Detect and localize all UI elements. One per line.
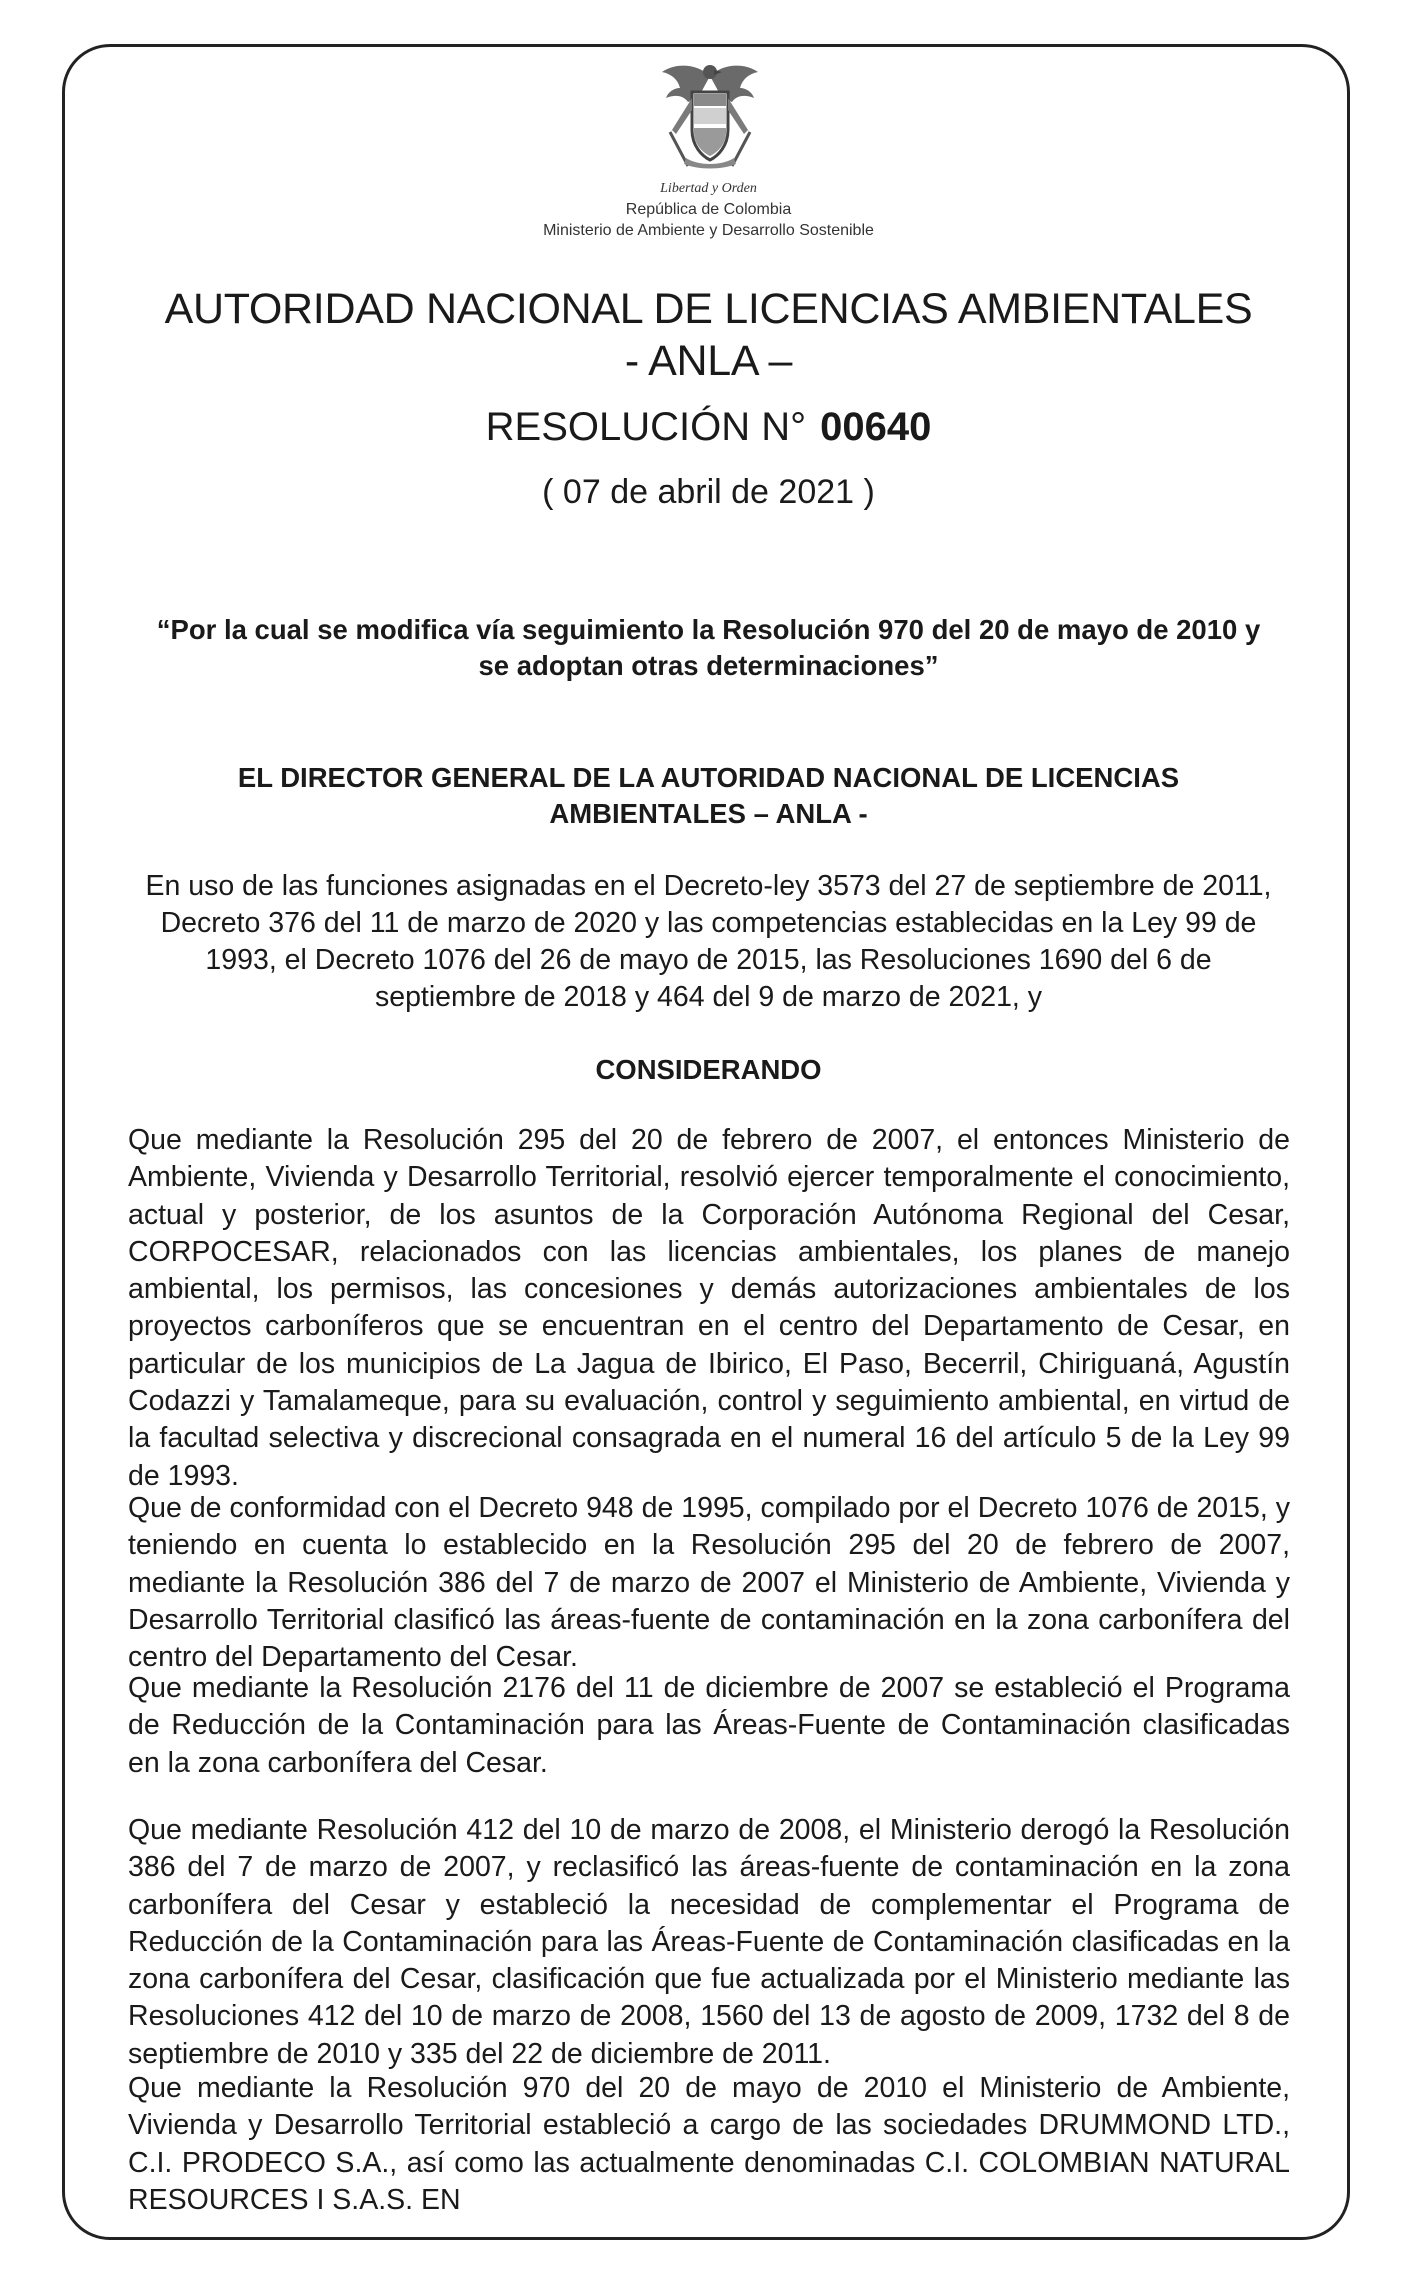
- authority-acronym: - ANLA –: [624, 337, 793, 385]
- ministry-name: Ministerio de Ambiente y Desarrollo Sostenible: [543, 222, 874, 239]
- resolution-subject: “Por la cual se modifica vía seguimiento la Resolución 970 del 20 de mayo de 2010 y se adoptan otras determinaciones”: [156, 614, 1261, 681]
- considering-paragraph: Que de conformidad con el Decreto 948 de 1995, compilado por el Decreto 1076 de 2015, y teniendo en cuenta lo establecido en la Resolución 295 del 20 de febrero de 2007, mediante la Resolución 386 del 7 de marzo de 2007 el Ministerio de Ambiente, Vivienda y Desarrollo Territorial clasificó las áreas-fuente de contaminación en la zona carbonífera del centro del Departamento del Cesar.: [128, 1492, 1290, 1674]
- legal-powers-paragraph: En uso de las funciones asignadas en el Decreto-ley 3573 del 27 de septiembre de 2011, Decreto 376 del 11 de marzo de 2020 y las competencias establecidas en la Ley 99 de 1993, el Decreto 1076 del 26 de mayo de 2015, las Resoluciones 1690 del 6 de septiembre de 2018 y 464 del 9 de marzo de 2021, y: [145, 870, 1272, 1013]
- resolution-number-line: [0, 402, 1417, 452]
- considering-paragraph: Que mediante la Resolución 2176 del 11 de diciembre de 2007 se estableció el Programa de Reducción de la Contaminación para las Áreas-Fuente de Contaminación clasificadas en la zona carbonífera del Cesar.: [128, 1672, 1290, 1779]
- resolution-date: ( 07 de abril de 2021 ): [542, 473, 875, 511]
- coat-of-arms-icon: [658, 58, 762, 170]
- considering-heading: CONSIDERANDO: [595, 1054, 822, 1085]
- considering-paragraph: Que mediante la Resolución 970 del 20 de mayo de 2010 el Ministerio de Ambiente, Vivienda y Desarrollo Territorial estableció a cargo de las sociedades DRUMMOND LTD., C.I. PRODECO S.A., así como las actualmente denominadas C.I. COLOMBIAN NATURAL RESOURCES I S.A.S. EN: [128, 2072, 1290, 2216]
- considering-paragraph: Que mediante la Resolución 295 del 20 de febrero de 2007, el entonces Ministerio de Ambiente, Vivienda y Desarrollo Territorial, resolvió ejercer temporalmente el conocimiento, actual y posterior, de los asuntos de la Corporación Autónoma Regional del Cesar, CORPOCESAR, relacionados con las licencias ambientales, los planes de manejo ambiental, los permisos, las concesiones y demás autorizaciones ambientales de los proyectos carboníferos que se encuentran en el centro del Departamento de Cesar, en particular de los municipios de La Jagua de Ibirico, El Paso, Becerril, Chiriguaná, Agustín Codazzi y Tamalameque, para su evaluación, control y seguimiento ambiental, en virtud de la facultad selectiva y discrecional consagrada en el numeral 16 del artículo 5 de la Ley 99 de 1993.: [128, 1124, 1290, 1492]
- authority-name: AUTORIDAD NACIONAL DE LICENCIAS AMBIENTALES: [164, 285, 1253, 333]
- considering-paragraph: Que mediante Resolución 412 del 10 de marzo de 2008, el Ministerio derogó la Resolución 386 del 7 de marzo de 2007, y reclasificó las áreas-fuente de contaminación en la zona carbonífera del Cesar y estableció la necesidad de complementar el Programa de Reducción de la Contaminación para las Áreas-Fuente de Contaminación clasificadas en la zona carbonífera del Cesar, clasificación que fue actualizada por el Ministerio mediante las Resoluciones 412 del 10 de marzo de 2008, 1560 del 13 de agosto de 2009, 1732 del 8 de septiembre de 2010 y 335 del 22 de diciembre de 2011.: [128, 1814, 1290, 2070]
- republic-name: República de Colombia: [625, 201, 792, 218]
- director-heading: EL DIRECTOR GENERAL DE LA AUTORIDAD NACIONAL DE LICENCIAS AMBIENTALES – ANLA -: [237, 762, 1180, 829]
- resolution-number: 00640: [820, 405, 932, 449]
- resolution-label: RESOLUCIÓN N°: [485, 405, 807, 449]
- seal-motto: Libertad y Orden: [660, 181, 757, 196]
